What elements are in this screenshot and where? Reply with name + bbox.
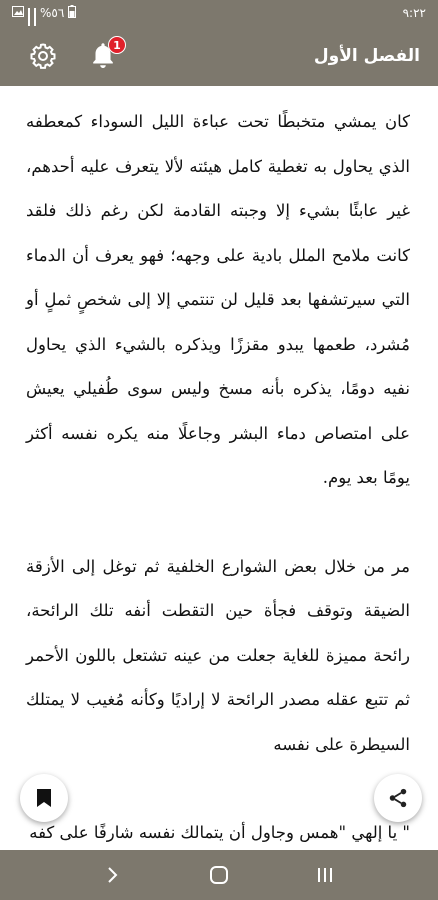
nav-recents-button[interactable] — [305, 855, 345, 895]
nav-back-button[interactable] — [93, 855, 133, 895]
page-title: الفصل الأول — [313, 46, 420, 66]
bookmark-icon — [36, 788, 52, 808]
paragraph-2: مر من خلال بعض الشوارع الخلفية ثم توغل إلى الأزقة الضيقة وتوقف فجأة حين التقطت أنفه تلك الرائحة، رائحة مميزة للغاية جعلت من عينه تشتعل باللون الأحمر ثم تتبع عقله مصدر الرائحة لا إراديًا وكأنه مُغيب لا يمتلك السيطرة على نفسه — [26, 556, 410, 754]
status-bar — [0, 0, 438, 26]
paragraph-3: " يا إلهي "همس وجاول أن يتمالك نفسه شارفًا على كفه — [29, 823, 410, 842]
paragraph-1: كان يمشي متخبطًا تحت عباءة الليل السوداء كمعطفه الذي يحاول به تغطية كامل هيئته لألا يتعرف عليه أحدهم، غير عابئًا بشيء إلا وجبته القادمة لكن رغم ذلك فلقد كانت ملامح الملل بادية على وجهه؛ فهو يعرف أن الدماء التي سيرتشفها بعد قليل لن تنتمي إلا إلى شخصٍ ثملٍ أو مُشرد، طعمها يبدو مقززًا ويذكره بالشيء الذي يحاول نفيه دومًا، يذكره بأنه مسخ وليس سوى طُفيلي يعيش على امتصاص دماء البشر وجاعلًا منه يكره نفسه أكثر يومًا بعد يوم. — [26, 112, 410, 487]
share-icon — [387, 787, 409, 809]
clock: ٩:٢٢ — [402, 6, 426, 20]
system-nav-bar — [0, 850, 438, 900]
notification-badge: 1 — [108, 36, 126, 54]
share-button[interactable] — [374, 774, 422, 822]
settings-button[interactable] — [26, 39, 60, 73]
paragraph-spacer — [26, 501, 410, 545]
notifications-button[interactable] — [86, 39, 120, 73]
image-icon — [12, 6, 24, 20]
app-bar — [0, 26, 438, 86]
signal-icon-2 — [34, 8, 36, 19]
battery-percent: %٥٦ — [40, 6, 65, 20]
chevron-right-icon — [106, 866, 120, 884]
recents-icon — [316, 866, 334, 884]
paragraph-spacer-2 — [26, 767, 410, 811]
home-icon — [209, 865, 229, 885]
gear-icon — [28, 41, 58, 71]
battery-icon — [68, 5, 76, 21]
status-indicators — [12, 5, 76, 21]
signal-icon — [28, 8, 30, 19]
app-actions — [26, 39, 120, 73]
nav-home-button[interactable] — [199, 855, 239, 895]
bookmark-button[interactable] — [20, 774, 68, 822]
chapter-content — [0, 100, 438, 850]
